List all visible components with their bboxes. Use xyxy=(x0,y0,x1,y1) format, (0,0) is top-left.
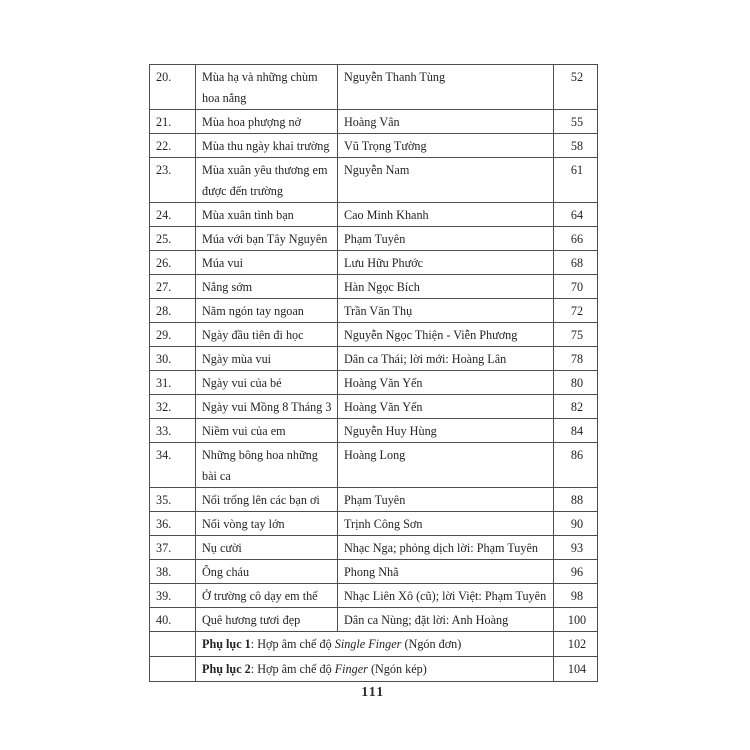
song-title-cell: Niềm vui của em xyxy=(196,419,338,443)
song-title-cell: Những bông hoa những bài ca xyxy=(196,443,338,488)
page-number-cell: 70 xyxy=(554,275,598,299)
table-row xyxy=(150,323,598,347)
table-row xyxy=(150,347,598,371)
appendix-text: : Hợp âm chế độ xyxy=(250,662,335,676)
table-row xyxy=(150,419,598,443)
table-row xyxy=(150,134,598,158)
author-cell: Trần Văn Thụ xyxy=(338,299,554,323)
author-cell: Phạm Tuyên xyxy=(338,227,554,251)
page-number-cell: 72 xyxy=(554,299,598,323)
author-cell: Phạm Tuyên xyxy=(338,488,554,512)
author-cell: Hoàng Văn Yến xyxy=(338,395,554,419)
song-title-cell: Quê hương tươi đẹp xyxy=(196,608,338,632)
page-number-cell: 82 xyxy=(554,395,598,419)
row-number-cell: 32. xyxy=(150,395,196,419)
appendix-label-cell xyxy=(196,632,554,657)
author-cell: Vũ Trọng Tường xyxy=(338,134,554,158)
page-number-cell: 102 xyxy=(554,632,598,657)
author-cell: Nguyễn Nam xyxy=(338,158,554,203)
row-number-cell: 25. xyxy=(150,227,196,251)
table-row xyxy=(150,110,598,134)
page-number-cell: 78 xyxy=(554,347,598,371)
row-number-cell xyxy=(150,632,196,657)
page-number-cell: 96 xyxy=(554,560,598,584)
appendix-mode-name: Single Finger xyxy=(334,637,402,651)
row-number-cell: 23. xyxy=(150,158,196,203)
table-row xyxy=(150,299,598,323)
page-number-cell: 104 xyxy=(554,657,598,682)
page-number-cell: 100 xyxy=(554,608,598,632)
author-cell: Hoàng Long xyxy=(338,443,554,488)
table-row xyxy=(150,488,598,512)
row-number-cell: 22. xyxy=(150,134,196,158)
author-cell: Hoàng Vân xyxy=(338,110,554,134)
appendix-mode-name: Finger xyxy=(334,662,368,676)
author-cell: Phong Nhã xyxy=(338,560,554,584)
page-number-cell: 75 xyxy=(554,323,598,347)
page-number-cell: 88 xyxy=(554,488,598,512)
row-number-cell: 31. xyxy=(150,371,196,395)
author-cell: Nguyễn Huy Hùng xyxy=(338,419,554,443)
page-number-cell: 84 xyxy=(554,419,598,443)
page-number-cell: 80 xyxy=(554,371,598,395)
author-cell: Nhạc Nga; phỏng dịch lời: Phạm Tuyên xyxy=(338,536,554,560)
table-row xyxy=(150,536,598,560)
table-row xyxy=(150,512,598,536)
author-cell: Hàn Ngọc Bích xyxy=(338,275,554,299)
table-row xyxy=(150,560,598,584)
song-title-cell: Mùa xuân yêu thương em được đến trường xyxy=(196,158,338,203)
row-number-cell: 27. xyxy=(150,275,196,299)
appendix-text: : Hợp âm chế độ xyxy=(250,637,335,651)
page-number-cell: 86 xyxy=(554,443,598,488)
song-title-cell: Múa với bạn Tây Nguyên xyxy=(196,227,338,251)
row-number-cell: 37. xyxy=(150,536,196,560)
page-number: 111 xyxy=(361,684,385,699)
table-row xyxy=(150,65,598,110)
row-number-cell: 38. xyxy=(150,560,196,584)
page-number-cell: 64 xyxy=(554,203,598,227)
row-number-cell: 30. xyxy=(150,347,196,371)
song-title-cell: Mùa hoa phượng nở xyxy=(196,110,338,134)
appendix-label-cell xyxy=(196,657,554,682)
song-title-cell: Múa vui xyxy=(196,251,338,275)
appendix-row xyxy=(150,657,598,682)
author-cell: Cao Minh Khanh xyxy=(338,203,554,227)
song-title-cell: Nổi trống lên các bạn ơi xyxy=(196,488,338,512)
row-number-cell: 34. xyxy=(150,443,196,488)
table-row xyxy=(150,251,598,275)
author-cell: Dân ca Nùng; đặt lời: Anh Hoàng xyxy=(338,608,554,632)
song-title-cell: Năm ngón tay ngoan xyxy=(196,299,338,323)
song-title-cell: Ngày mùa vui xyxy=(196,347,338,371)
table-row xyxy=(150,584,598,608)
page-number-cell: 66 xyxy=(554,227,598,251)
table-row xyxy=(150,371,598,395)
row-number-cell: 33. xyxy=(150,419,196,443)
row-number-cell: 36. xyxy=(150,512,196,536)
table-row xyxy=(150,608,598,632)
page-number-cell: 52 xyxy=(554,65,598,110)
row-number-cell: 20. xyxy=(150,65,196,110)
appendix-suffix: (Ngón đơn) xyxy=(401,637,462,651)
song-title-cell: Ở trường cô dạy em thế xyxy=(196,584,338,608)
row-number-cell: 29. xyxy=(150,323,196,347)
page-number-cell: 90 xyxy=(554,512,598,536)
row-number-cell: 40. xyxy=(150,608,196,632)
song-title-cell: Nắng sớm xyxy=(196,275,338,299)
row-number-cell: 28. xyxy=(150,299,196,323)
song-title-cell: Nụ cười xyxy=(196,536,338,560)
page-number-cell: 93 xyxy=(554,536,598,560)
author-cell: Dân ca Thái; lời mới: Hoàng Lân xyxy=(338,347,554,371)
appendix-suffix: (Ngón kép) xyxy=(367,662,427,676)
author-cell: Nhạc Liên Xô (cũ); lời Việt: Phạm Tuyên xyxy=(338,584,554,608)
appendix-title: Phụ lục 1 xyxy=(202,637,251,651)
song-title-cell: Mùa hạ và những chùm hoa nắng xyxy=(196,65,338,110)
contents-table-container xyxy=(149,64,598,682)
table-row xyxy=(150,227,598,251)
table-row xyxy=(150,275,598,299)
song-title-cell: Ngày vui Mồng 8 Tháng 3 xyxy=(196,395,338,419)
page-number-cell: 68 xyxy=(554,251,598,275)
page-number-cell: 61 xyxy=(554,158,598,203)
appendix-title: Phụ lục 2 xyxy=(202,662,251,676)
row-number-cell: 26. xyxy=(150,251,196,275)
table-row xyxy=(150,395,598,419)
song-title-cell: Mùa xuân tình bạn xyxy=(196,203,338,227)
song-title-cell: Nối vòng tay lớn xyxy=(196,512,338,536)
table-row xyxy=(150,443,598,488)
song-title-cell: Ngày đầu tiên đi học xyxy=(196,323,338,347)
author-cell: Nguyễn Thanh Tùng xyxy=(338,65,554,110)
song-title-cell: Mùa thu ngày khai trường xyxy=(196,134,338,158)
author-cell: Trịnh Công Sơn xyxy=(338,512,554,536)
page-number-cell: 58 xyxy=(554,134,598,158)
song-title-cell: Ngày vui của bé xyxy=(196,371,338,395)
author-cell: Lưu Hữu Phước xyxy=(338,251,554,275)
song-title-cell: Ông cháu xyxy=(196,560,338,584)
author-cell: Hoàng Văn Yến xyxy=(338,371,554,395)
row-number-cell: 39. xyxy=(150,584,196,608)
author-cell: Nguyễn Ngọc Thiện - Viễn Phương xyxy=(338,323,554,347)
row-number-cell: 21. xyxy=(150,110,196,134)
page-number-cell: 55 xyxy=(554,110,598,134)
row-number-cell: 24. xyxy=(150,203,196,227)
table-row xyxy=(150,203,598,227)
contents-table xyxy=(149,64,598,682)
page-number-cell: 98 xyxy=(554,584,598,608)
row-number-cell xyxy=(150,657,196,682)
table-row xyxy=(150,158,598,203)
row-number-cell: 35. xyxy=(150,488,196,512)
appendix-row xyxy=(150,632,598,657)
